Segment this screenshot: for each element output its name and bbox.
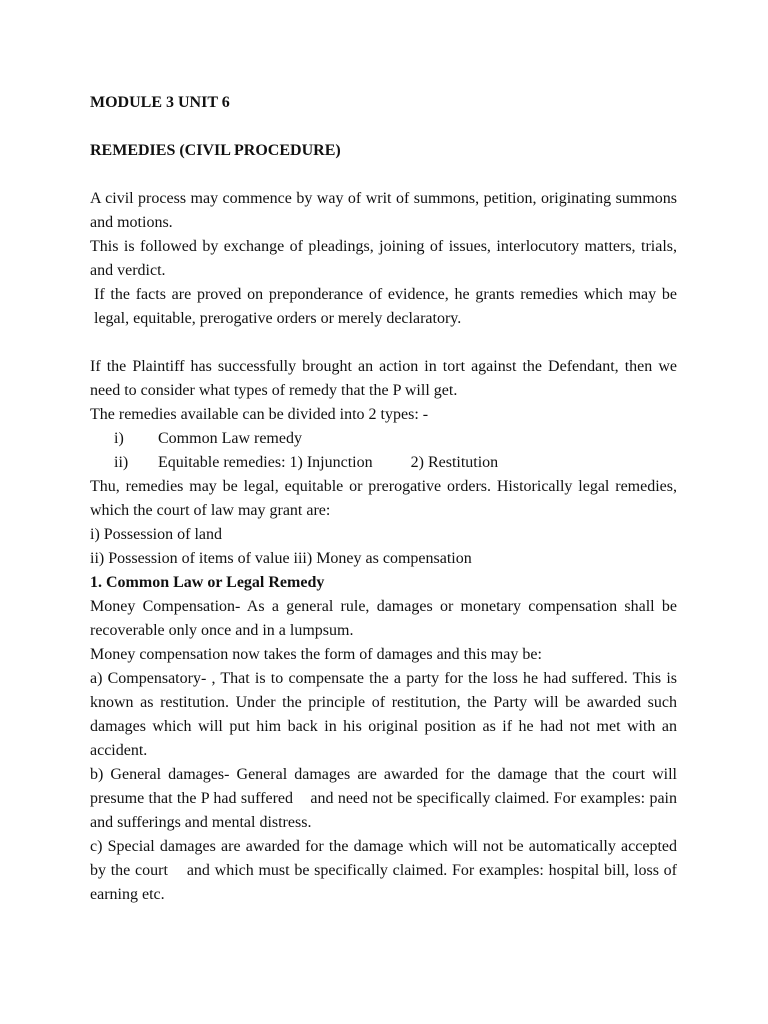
module-title: MODULE 3 UNIT 6 <box>90 94 230 111</box>
intro-paragraph-2: This is followed by exchange of pleadings, joining of issues, interlocutory matters, trials, and verdict. <box>90 238 677 279</box>
legal-remedy-item-1: i) Possession of land <box>90 526 222 543</box>
intro-paragraph-1: A civil process may commence by way of writ of summons, petition, originating summons and motions. <box>90 190 677 231</box>
intro-paragraph-3: If the facts are proved on preponderance of evidence, he grants remedies which may be legal, equitable, prerogative orders or merely declaratory. <box>94 286 677 327</box>
legal-remedies-paragraph: Thu, remedies may be legal, equitable or prerogative orders. Historically legal remedies, which the court of law may grant are: <box>90 478 677 519</box>
spacer <box>90 115 677 139</box>
damages-intro-paragraph: Money compensation now takes the form of damages and this may be: <box>90 646 542 663</box>
money-compensation-paragraph: Money Compensation- As a general rule, damages or monetary compensation shall be recoverable only once and in a lumpsum. <box>90 598 677 639</box>
list-item <box>90 427 677 451</box>
common-law-heading: 1. Common Law or Legal Remedy <box>90 574 325 591</box>
legal-remedy-item-2: ii) Possession of items of value iii) Money as compensation <box>90 550 472 567</box>
list-item-number: ii) <box>114 454 129 471</box>
equitable-restitution: 2) Restitution <box>410 454 499 471</box>
document-page <box>90 91 681 907</box>
equitable-injunction: Equitable remedies: 1) Injunction <box>158 454 373 471</box>
list-item <box>90 451 677 475</box>
list-item-text <box>158 451 677 475</box>
section-title: REMEDIES (CIVIL PROCEDURE) <box>90 142 341 159</box>
general-damages-paragraph: b) General damages- General damages are awarded for the damage that the court will presume that the P had suffered and need not be specifically claimed. For examples: pain and sufferings and mental distress. <box>90 766 681 831</box>
list-item-text: Common Law remedy <box>158 430 302 447</box>
compensatory-paragraph: a) Compensatory- , That is to compensate the a party for the loss he had suffered. This is known as restitution. Under the principle of restitution, the Party will be awarded such damages which will put him back in his original position as if he had not met with an accident. <box>90 670 677 759</box>
remedy-types-intro: The remedies available can be divided into 2 types: - <box>90 406 429 423</box>
tort-paragraph: If the Plaintiff has successfully brought an action in tort against the Defendant, then we need to consider what types of remedy that the P will get. <box>90 358 677 399</box>
spacer <box>90 331 677 355</box>
special-damages-paragraph: c) Special damages are awarded for the damage which will not be automatically accepted by the court and which must be specifically claimed. For examples: hospital bill, loss of earning etc. <box>90 838 681 903</box>
spacer <box>90 163 677 187</box>
list-item-number: i) <box>114 430 124 447</box>
